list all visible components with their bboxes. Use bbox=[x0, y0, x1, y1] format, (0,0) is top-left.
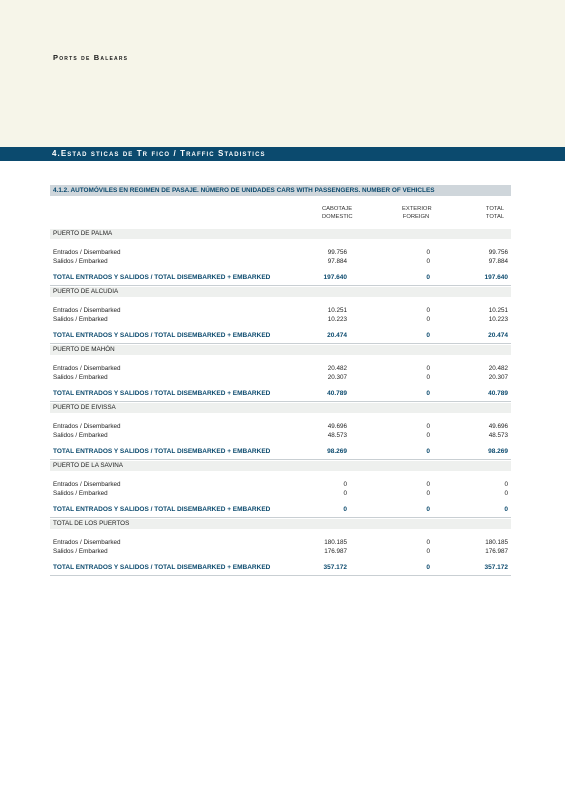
cell-value: 0 bbox=[426, 365, 430, 372]
column-header-domestic: CABOTAJE DOMESTIC bbox=[322, 206, 353, 220]
row-total bbox=[50, 562, 511, 573]
total-label: TOTAL ENTRADOS Y SALIDOS / TOTAL DISEMBARKED + EMBARKED bbox=[53, 506, 271, 513]
total-value: 98.269 bbox=[327, 448, 347, 455]
total-value: 40.789 bbox=[488, 390, 508, 397]
row-disembarked bbox=[50, 306, 511, 315]
port-name: PUERTO DE PALMA bbox=[50, 229, 511, 239]
cell-value: 48.573 bbox=[327, 432, 347, 439]
row-label: Entrados / Disembarked bbox=[53, 539, 121, 546]
row-disembarked bbox=[50, 480, 511, 489]
port-block bbox=[50, 229, 511, 283]
cell-value: 180.185 bbox=[485, 539, 508, 546]
row-embarked bbox=[50, 489, 511, 498]
row-label: Entrados / Disembarked bbox=[53, 307, 121, 314]
total-value: 0 bbox=[426, 332, 430, 339]
row-label: Salidos / Embarked bbox=[53, 316, 108, 323]
cell-value: 0 bbox=[426, 258, 430, 265]
row-embarked bbox=[50, 547, 511, 556]
total-label: TOTAL ENTRADOS Y SALIDOS / TOTAL DISEMBARKED + EMBARKED bbox=[53, 274, 271, 281]
total-value: 357.172 bbox=[484, 564, 508, 571]
port-name: TOTAL DE LOS PUERTOS bbox=[50, 519, 511, 529]
row-label: Salidos / Embarked bbox=[53, 490, 108, 497]
cell-value: 97.884 bbox=[488, 258, 508, 265]
total-value: 357.172 bbox=[323, 564, 347, 571]
total-value: 0 bbox=[426, 564, 430, 571]
cell-value: 10.223 bbox=[327, 316, 347, 323]
cell-value: 0 bbox=[426, 481, 430, 488]
cell-value: 0 bbox=[426, 316, 430, 323]
ports-list bbox=[50, 229, 511, 573]
row-label: Entrados / Disembarked bbox=[53, 423, 121, 430]
total-value: 20.474 bbox=[488, 332, 508, 339]
total-value: 98.269 bbox=[488, 448, 508, 455]
cell-value: 20.307 bbox=[327, 374, 347, 381]
cell-value: 0 bbox=[343, 490, 347, 497]
row-divider bbox=[50, 285, 511, 286]
port-block bbox=[50, 403, 511, 457]
row-divider bbox=[50, 343, 511, 344]
row-divider bbox=[50, 517, 511, 518]
port-name: PUERTO DE LA SAVINA bbox=[50, 461, 511, 471]
total-value: 40.789 bbox=[327, 390, 347, 397]
cell-value: 0 bbox=[343, 481, 347, 488]
cell-value: 180.185 bbox=[324, 539, 347, 546]
column-header-total: TOTAL TOTAL bbox=[485, 206, 505, 220]
total-label: TOTAL ENTRADOS Y SALIDOS / TOTAL DISEMBARKED + EMBARKED bbox=[53, 332, 271, 339]
total-label: TOTAL ENTRADOS Y SALIDOS / TOTAL DISEMBARKED + EMBARKED bbox=[53, 448, 271, 455]
cell-value: 99.756 bbox=[327, 249, 347, 256]
cell-value: 20.307 bbox=[488, 374, 508, 381]
row-disembarked bbox=[50, 538, 511, 547]
row-divider bbox=[50, 575, 511, 576]
cell-value: 49.696 bbox=[488, 423, 508, 430]
total-value: 0 bbox=[426, 506, 430, 513]
row-disembarked bbox=[50, 422, 511, 431]
row-label: Entrados / Disembarked bbox=[53, 481, 121, 488]
cell-value: 0 bbox=[504, 481, 508, 488]
cell-value: 10.251 bbox=[488, 307, 508, 314]
cell-value: 99.756 bbox=[488, 249, 508, 256]
cell-value: 0 bbox=[426, 432, 430, 439]
cell-value: 176.987 bbox=[324, 548, 347, 555]
port-name: PUERTO DE MAHÓN bbox=[50, 345, 511, 355]
cell-value: 20.482 bbox=[488, 365, 508, 372]
row-total bbox=[50, 446, 511, 457]
total-value: 197.640 bbox=[323, 274, 347, 281]
port-block bbox=[50, 287, 511, 341]
row-divider bbox=[50, 459, 511, 460]
row-embarked bbox=[50, 315, 511, 324]
row-embarked bbox=[50, 373, 511, 382]
brand-name: Ports de Balears bbox=[53, 53, 129, 62]
cell-value: 0 bbox=[426, 249, 430, 256]
port-name: PUERTO DE EIVISSA bbox=[50, 403, 511, 413]
cell-value: 0 bbox=[426, 374, 430, 381]
cell-value: 0 bbox=[504, 490, 508, 497]
cell-value: 49.696 bbox=[327, 423, 347, 430]
cell-value: 10.223 bbox=[488, 316, 508, 323]
row-embarked bbox=[50, 257, 511, 266]
port-block bbox=[50, 345, 511, 399]
total-value: 0 bbox=[343, 506, 347, 513]
row-label: Salidos / Embarked bbox=[53, 548, 108, 555]
row-label: Salidos / Embarked bbox=[53, 432, 108, 439]
total-value: 0 bbox=[426, 274, 430, 281]
port-name: PUERTO DE ALCUDIA bbox=[50, 287, 511, 297]
cell-value: 48.573 bbox=[488, 432, 508, 439]
statistics-table bbox=[50, 185, 511, 577]
column-header-foreign: EXTERIOR FOREIGN bbox=[402, 206, 432, 220]
row-embarked bbox=[50, 431, 511, 440]
port-block bbox=[50, 519, 511, 573]
section-title: 4.Estad sticas de Tr fico / Traffic Stadistics bbox=[52, 149, 266, 158]
total-label: TOTAL ENTRADOS Y SALIDOS / TOTAL DISEMBARKED + EMBARKED bbox=[53, 390, 271, 397]
row-divider bbox=[50, 401, 511, 402]
cell-value: 0 bbox=[426, 307, 430, 314]
column-headers bbox=[50, 196, 511, 229]
cell-value: 0 bbox=[426, 423, 430, 430]
total-value: 0 bbox=[426, 448, 430, 455]
row-disembarked bbox=[50, 248, 511, 257]
header-band bbox=[0, 0, 565, 147]
total-value: 20.474 bbox=[327, 332, 347, 339]
row-total bbox=[50, 388, 511, 399]
table-title: 4.1.2. AUTOMÓVILES EN REGIMEN DE PASAJE. NÚMERO DE UNIDADES CARS WITH PASSENGERS. NUMBER OF VEHICLES bbox=[50, 185, 511, 196]
cell-value: 97.884 bbox=[327, 258, 347, 265]
cell-value: 10.251 bbox=[327, 307, 347, 314]
cell-value: 0 bbox=[426, 539, 430, 546]
cell-value: 176.987 bbox=[485, 548, 508, 555]
total-value: 197.640 bbox=[484, 274, 508, 281]
total-label: TOTAL ENTRADOS Y SALIDOS / TOTAL DISEMBARKED + EMBARKED bbox=[53, 564, 271, 571]
row-label: Salidos / Embarked bbox=[53, 258, 108, 265]
row-total bbox=[50, 272, 511, 283]
row-total bbox=[50, 330, 511, 341]
total-value: 0 bbox=[504, 506, 508, 513]
cell-value: 20.482 bbox=[327, 365, 347, 372]
port-block bbox=[50, 461, 511, 515]
row-disembarked bbox=[50, 364, 511, 373]
row-label: Salidos / Embarked bbox=[53, 374, 108, 381]
row-label: Entrados / Disembarked bbox=[53, 365, 121, 372]
row-total bbox=[50, 504, 511, 515]
row-label: Entrados / Disembarked bbox=[53, 249, 121, 256]
cell-value: 0 bbox=[426, 490, 430, 497]
total-value: 0 bbox=[426, 390, 430, 397]
cell-value: 0 bbox=[426, 548, 430, 555]
section-title-bar bbox=[0, 147, 565, 161]
